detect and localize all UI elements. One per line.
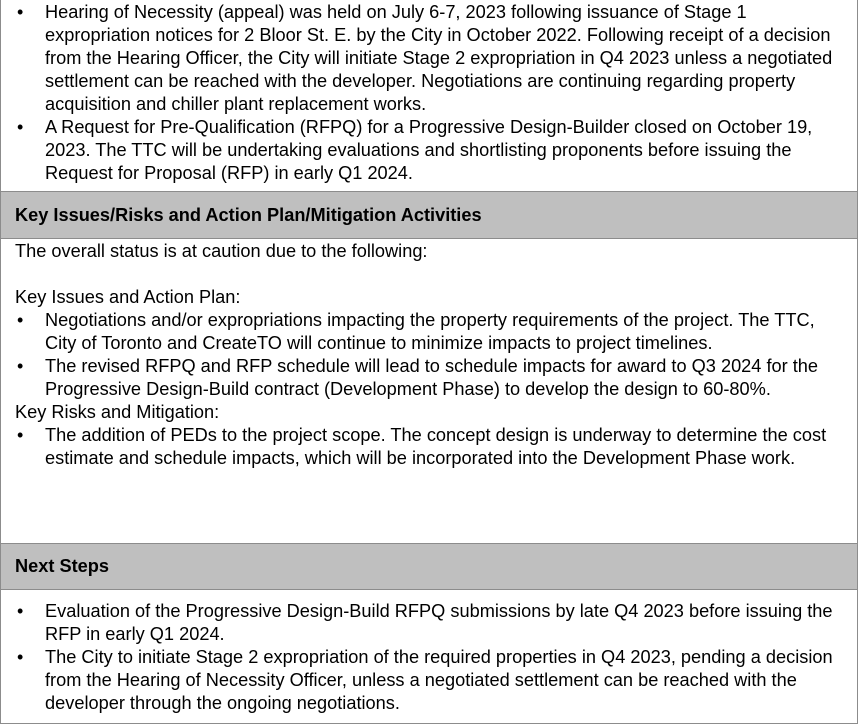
list-item-text: Negotiations and/or expropriations impacting the property requirements of the project. The TTC, City of Toronto and CreateTO will continue to minimize impacts to project timelines. (45, 310, 815, 353)
next-steps-bullet-list (15, 600, 851, 715)
bullet-glyph: • (17, 117, 24, 137)
next-steps-section (1, 590, 857, 724)
section-header-next-steps (1, 543, 857, 590)
list-item-text: The addition of PEDs to the project scope. The concept design is underway to determine the cost estimate and schedule impacts, which will be incorporated into the Development Phase work. (45, 425, 827, 468)
list-item-text: Hearing of Necessity (appeal) was held on July 6-7, 2023 following issuance of Stage 1 expropriation notices for 2 Bloor St. E. by the City in October 2022. Following receipt of a decision from the Hearing Officer, the City will initiate Stage 2 expropriation in Q4 2023 unless a negotiated settlement can be reached with the developer. Negotiations are continuing regarding property acquisition and chiller plant replacement works. (45, 2, 833, 114)
bullet-glyph: • (17, 425, 24, 445)
list-item (15, 424, 851, 470)
issues-bullet-list (15, 309, 851, 401)
issues-section (1, 239, 857, 543)
risks-bullet-list (15, 424, 851, 470)
bullet-glyph: • (17, 356, 24, 376)
status-intro: The overall status is at caution due to the following: (15, 241, 428, 261)
progress-section (1, 0, 857, 191)
section-header-key-issues (1, 191, 857, 239)
list-item (15, 600, 851, 646)
bullet-glyph: • (17, 310, 24, 330)
list-item-text: Evaluation of the Progressive Design-Build RFPQ submissions by late Q4 2023 before issuing the RFP in early Q1 2024. (45, 601, 833, 644)
list-item (15, 355, 851, 401)
spacer (15, 263, 851, 286)
list-item-text: The City to initiate Stage 2 expropriation of the required properties in Q4 2023, pending a decision from the Hearing of Necessity Officer, unless a negotiated settlement can be reached with the developer through the ongoing negotiations. (45, 647, 833, 713)
list-item (15, 1, 851, 116)
section-header-text: Key Issues/Risks and Action Plan/Mitigation Activities (15, 204, 482, 225)
bullet-glyph: • (17, 647, 24, 667)
list-item-text: A Request for Pre-Qualification (RFPQ) for a Progressive Design-Builder closed on October 19, 2023. The TTC will be undertaking evaluations and shortlisting proponents before issuing the Request for Proposal (RFP) in early Q1 2024. (45, 117, 813, 183)
bullet-glyph: • (17, 2, 24, 22)
risks-label: Key Risks and Mitigation: (15, 402, 220, 422)
list-item-text: The revised RFPQ and RFP schedule will lead to schedule impacts for award to Q3 2024 for the Progressive Design-Build contract (Development Phase) to develop the design to 60-80%. (45, 356, 819, 399)
issues-label: Key Issues and Action Plan: (15, 287, 241, 307)
bullet-glyph: • (17, 601, 24, 621)
list-item (15, 646, 851, 715)
list-item (15, 116, 851, 185)
section-header-text: Next Steps (15, 556, 110, 576)
progress-bullet-list (15, 1, 851, 185)
list-item (15, 309, 851, 355)
